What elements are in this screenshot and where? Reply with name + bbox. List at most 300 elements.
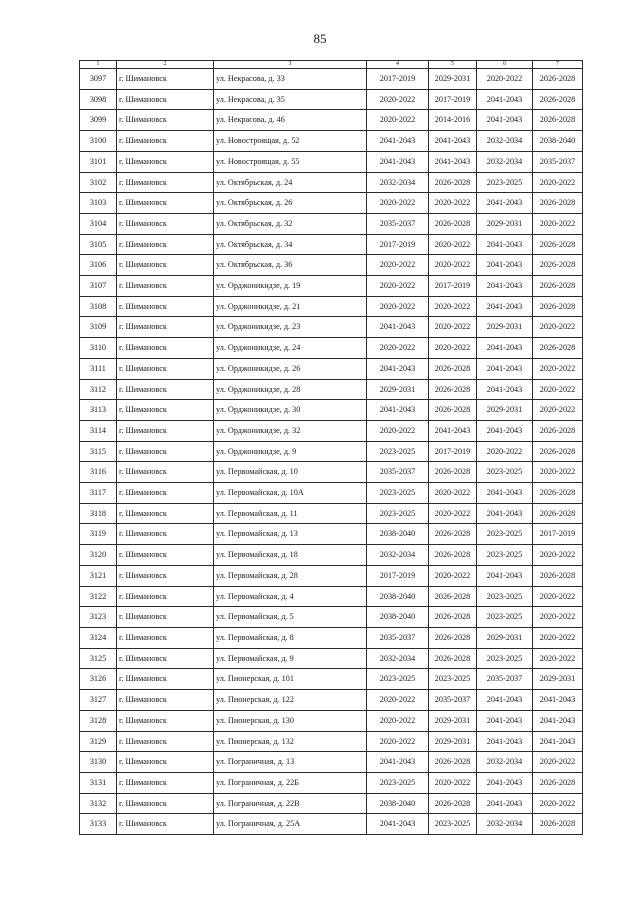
period-cell: 2029-2031 bbox=[429, 731, 477, 752]
period-cell: 2020-2022 bbox=[367, 690, 429, 711]
period-cell: 2020-2022 bbox=[533, 627, 583, 648]
table-row bbox=[80, 213, 583, 234]
row-number: 3113 bbox=[80, 400, 117, 421]
period-cell: 2026-2028 bbox=[533, 772, 583, 793]
city-name: г. Шимановск bbox=[117, 89, 214, 110]
table-row bbox=[80, 151, 583, 172]
period-cell: 2041-2043 bbox=[367, 814, 429, 835]
period-cell: 2041-2043 bbox=[533, 710, 583, 731]
city-name: г. Шимановск bbox=[117, 255, 214, 276]
street-address: ул. Некрасова, д. 35 bbox=[214, 89, 367, 110]
city-name: г. Шимановск bbox=[117, 710, 214, 731]
row-number: 3105 bbox=[80, 234, 117, 255]
city-name: г. Шимановск bbox=[117, 338, 214, 359]
period-cell: 2041-2043 bbox=[477, 793, 533, 814]
city-name: г. Шимановск bbox=[117, 296, 214, 317]
row-number: 3101 bbox=[80, 151, 117, 172]
row-number: 3127 bbox=[80, 690, 117, 711]
street-address: ул. Первомайская, д. 5 bbox=[214, 607, 367, 628]
row-number: 3104 bbox=[80, 213, 117, 234]
city-name: г. Шимановск bbox=[117, 648, 214, 669]
column-number: 1 bbox=[80, 61, 117, 69]
period-cell: 2023-2025 bbox=[477, 648, 533, 669]
period-cell: 2038-2040 bbox=[533, 131, 583, 152]
period-cell: 2038-2040 bbox=[367, 607, 429, 628]
period-cell: 2041-2043 bbox=[477, 276, 533, 297]
period-cell: 2020-2022 bbox=[533, 648, 583, 669]
period-cell: 2020-2022 bbox=[533, 586, 583, 607]
street-address: ул. Пионерская, д. 132 bbox=[214, 731, 367, 752]
row-number: 3107 bbox=[80, 276, 117, 297]
period-cell: 2020-2022 bbox=[367, 338, 429, 359]
table-row bbox=[80, 276, 583, 297]
street-address: ул. Первомайская, д. 11 bbox=[214, 503, 367, 524]
table-row bbox=[80, 462, 583, 483]
period-cell: 2035-2037 bbox=[367, 462, 429, 483]
period-cell: 2023-2025 bbox=[367, 503, 429, 524]
street-address: ул. Первомайская, д. 13 bbox=[214, 524, 367, 545]
table-row bbox=[80, 752, 583, 773]
column-number-row bbox=[80, 61, 583, 69]
row-number: 3110 bbox=[80, 338, 117, 359]
period-cell: 2032-2034 bbox=[477, 814, 533, 835]
period-cell: 2017-2019 bbox=[429, 89, 477, 110]
period-cell: 2041-2043 bbox=[429, 131, 477, 152]
column-number: 4 bbox=[367, 61, 429, 69]
period-cell: 2029-2031 bbox=[477, 317, 533, 338]
street-address: ул. Новостроящая, д. 52 bbox=[214, 131, 367, 152]
table-row bbox=[80, 607, 583, 628]
period-cell: 2041-2043 bbox=[477, 379, 533, 400]
period-cell: 2041-2043 bbox=[367, 752, 429, 773]
row-number: 3122 bbox=[80, 586, 117, 607]
table-row bbox=[80, 193, 583, 214]
row-number: 3115 bbox=[80, 441, 117, 462]
period-cell: 2035-2037 bbox=[477, 669, 533, 690]
street-address: ул. Октябрьская, д. 24 bbox=[214, 172, 367, 193]
period-cell: 2023-2025 bbox=[429, 814, 477, 835]
city-name: г. Шимановск bbox=[117, 420, 214, 441]
period-cell: 2017-2019 bbox=[367, 234, 429, 255]
period-cell: 2026-2028 bbox=[533, 255, 583, 276]
column-number: 5 bbox=[429, 61, 477, 69]
row-number: 3123 bbox=[80, 607, 117, 628]
period-cell: 2020-2022 bbox=[429, 255, 477, 276]
table-row bbox=[80, 710, 583, 731]
period-cell: 2035-2037 bbox=[533, 151, 583, 172]
city-name: г. Шимановск bbox=[117, 669, 214, 690]
city-name: г. Шимановск bbox=[117, 483, 214, 504]
period-cell: 2026-2028 bbox=[533, 338, 583, 359]
period-cell: 2023-2025 bbox=[477, 524, 533, 545]
period-cell: 2026-2028 bbox=[429, 379, 477, 400]
period-cell: 2026-2028 bbox=[429, 607, 477, 628]
city-name: г. Шимановск bbox=[117, 234, 214, 255]
period-cell: 2020-2022 bbox=[429, 338, 477, 359]
row-number: 3108 bbox=[80, 296, 117, 317]
period-cell: 2023-2025 bbox=[477, 545, 533, 566]
period-cell: 2026-2028 bbox=[533, 234, 583, 255]
city-name: г. Шимановск bbox=[117, 462, 214, 483]
period-cell: 2026-2028 bbox=[429, 358, 477, 379]
city-name: г. Шимановск bbox=[117, 690, 214, 711]
row-number: 3099 bbox=[80, 110, 117, 131]
table-header bbox=[80, 61, 583, 69]
row-number: 3117 bbox=[80, 483, 117, 504]
row-number: 3114 bbox=[80, 420, 117, 441]
city-name: г. Шимановск bbox=[117, 524, 214, 545]
period-cell: 2035-2037 bbox=[429, 690, 477, 711]
period-cell: 2020-2022 bbox=[367, 296, 429, 317]
row-number: 3130 bbox=[80, 752, 117, 773]
street-address: ул. Пограничная, д. 22В bbox=[214, 793, 367, 814]
period-cell: 2029-2031 bbox=[533, 669, 583, 690]
row-number: 3100 bbox=[80, 131, 117, 152]
period-cell: 2026-2028 bbox=[533, 483, 583, 504]
period-cell: 2020-2022 bbox=[533, 317, 583, 338]
table-row bbox=[80, 400, 583, 421]
period-cell: 2020-2022 bbox=[367, 710, 429, 731]
row-number: 3120 bbox=[80, 545, 117, 566]
table-row bbox=[80, 317, 583, 338]
period-cell: 2014-2016 bbox=[429, 110, 477, 131]
period-cell: 2032-2034 bbox=[367, 545, 429, 566]
period-cell: 2032-2034 bbox=[477, 151, 533, 172]
city-name: г. Шимановск bbox=[117, 441, 214, 462]
table-row bbox=[80, 690, 583, 711]
period-cell: 2041-2043 bbox=[477, 420, 533, 441]
street-address: ул. Орджоникидзе, д. 28 bbox=[214, 379, 367, 400]
period-cell: 2023-2025 bbox=[367, 483, 429, 504]
row-number: 3098 bbox=[80, 89, 117, 110]
table-row bbox=[80, 545, 583, 566]
period-cell: 2041-2043 bbox=[477, 296, 533, 317]
period-cell: 2035-2037 bbox=[367, 213, 429, 234]
table-row bbox=[80, 131, 583, 152]
city-name: г. Шимановск bbox=[117, 276, 214, 297]
table-row bbox=[80, 648, 583, 669]
period-cell: 2020-2022 bbox=[367, 731, 429, 752]
table-row bbox=[80, 814, 583, 835]
period-cell: 2038-2040 bbox=[367, 793, 429, 814]
street-address: ул. Пограничная, д. 22Б bbox=[214, 772, 367, 793]
period-cell: 2017-2019 bbox=[533, 524, 583, 545]
table-row bbox=[80, 731, 583, 752]
street-address: ул. Пионерская, д. 101 bbox=[214, 669, 367, 690]
table-row bbox=[80, 255, 583, 276]
period-cell: 2029-2031 bbox=[477, 627, 533, 648]
street-address: ул. Орджоникидзе, д. 30 bbox=[214, 400, 367, 421]
period-cell: 2038-2040 bbox=[367, 586, 429, 607]
column-number: 6 bbox=[477, 61, 533, 69]
street-address: ул. Новостроящая, д. 55 bbox=[214, 151, 367, 172]
period-cell: 2026-2028 bbox=[429, 627, 477, 648]
period-cell: 2023-2025 bbox=[367, 441, 429, 462]
street-address: ул. Первомайская, д. 18 bbox=[214, 545, 367, 566]
period-cell: 2026-2028 bbox=[429, 793, 477, 814]
period-cell: 2020-2022 bbox=[533, 752, 583, 773]
period-cell: 2032-2034 bbox=[477, 752, 533, 773]
period-cell: 2041-2043 bbox=[429, 420, 477, 441]
period-cell: 2023-2025 bbox=[477, 607, 533, 628]
city-name: г. Шимановск bbox=[117, 565, 214, 586]
period-cell: 2020-2022 bbox=[367, 255, 429, 276]
table-row bbox=[80, 296, 583, 317]
street-address: ул. Первомайская, д. 8 bbox=[214, 627, 367, 648]
period-cell: 2020-2022 bbox=[429, 193, 477, 214]
street-address: ул. Первомайская, д. 10 bbox=[214, 462, 367, 483]
period-cell: 2041-2043 bbox=[533, 690, 583, 711]
street-address: ул. Пионерская, д. 130 bbox=[214, 710, 367, 731]
period-cell: 2026-2028 bbox=[429, 648, 477, 669]
table-row bbox=[80, 110, 583, 131]
period-cell: 2038-2040 bbox=[367, 524, 429, 545]
period-cell: 2041-2043 bbox=[477, 690, 533, 711]
row-number: 3103 bbox=[80, 193, 117, 214]
row-number: 3106 bbox=[80, 255, 117, 276]
city-name: г. Шимановск bbox=[117, 772, 214, 793]
table-row bbox=[80, 627, 583, 648]
street-address: ул. Первомайская, д. 9 bbox=[214, 648, 367, 669]
period-cell: 2029-2031 bbox=[367, 379, 429, 400]
city-name: г. Шимановск bbox=[117, 752, 214, 773]
period-cell: 2041-2043 bbox=[477, 772, 533, 793]
period-cell: 2020-2022 bbox=[477, 441, 533, 462]
period-cell: 2041-2043 bbox=[367, 317, 429, 338]
period-cell: 2035-2037 bbox=[367, 627, 429, 648]
period-cell: 2026-2028 bbox=[533, 296, 583, 317]
period-cell: 2020-2022 bbox=[367, 276, 429, 297]
column-number: 2 bbox=[117, 61, 214, 69]
street-address: ул. Пионерская, д. 122 bbox=[214, 690, 367, 711]
street-address: ул. Орджоникидзе, д. 19 bbox=[214, 276, 367, 297]
city-name: г. Шимановск bbox=[117, 586, 214, 607]
period-cell: 2020-2022 bbox=[367, 89, 429, 110]
street-address: ул. Орджоникидзе, д. 23 bbox=[214, 317, 367, 338]
period-cell: 2023-2025 bbox=[477, 462, 533, 483]
street-address: ул. Орджоникидзе, д. 24 bbox=[214, 338, 367, 359]
row-number: 3132 bbox=[80, 793, 117, 814]
period-cell: 2020-2022 bbox=[429, 317, 477, 338]
table-row bbox=[80, 586, 583, 607]
column-number: 7 bbox=[533, 61, 583, 69]
period-cell: 2020-2022 bbox=[533, 358, 583, 379]
city-name: г. Шимановск bbox=[117, 379, 214, 400]
row-number: 3131 bbox=[80, 772, 117, 793]
table-row bbox=[80, 234, 583, 255]
table-row bbox=[80, 669, 583, 690]
street-address: ул. Орджоникидзе, д. 32 bbox=[214, 420, 367, 441]
row-number: 3126 bbox=[80, 669, 117, 690]
period-cell: 2041-2043 bbox=[367, 131, 429, 152]
table-row bbox=[80, 69, 583, 90]
period-cell: 2041-2043 bbox=[477, 731, 533, 752]
page-number: 85 bbox=[313, 31, 327, 46]
table-row bbox=[80, 379, 583, 400]
row-number: 3097 bbox=[80, 69, 117, 90]
table-row bbox=[80, 772, 583, 793]
city-name: г. Шимановск bbox=[117, 151, 214, 172]
period-cell: 2017-2019 bbox=[429, 441, 477, 462]
period-cell: 2020-2022 bbox=[533, 172, 583, 193]
row-number: 3129 bbox=[80, 731, 117, 752]
period-cell: 2020-2022 bbox=[533, 400, 583, 421]
city-name: г. Шимановск bbox=[117, 607, 214, 628]
table-row bbox=[80, 89, 583, 110]
period-cell: 2020-2022 bbox=[533, 793, 583, 814]
period-cell: 2017-2019 bbox=[367, 69, 429, 90]
row-number: 3118 bbox=[80, 503, 117, 524]
row-number: 3133 bbox=[80, 814, 117, 835]
period-cell: 2026-2028 bbox=[429, 213, 477, 234]
city-name: г. Шимановск bbox=[117, 627, 214, 648]
period-cell: 2026-2028 bbox=[429, 172, 477, 193]
period-cell: 2026-2028 bbox=[533, 69, 583, 90]
period-cell: 2041-2043 bbox=[477, 234, 533, 255]
city-name: г. Шимановск bbox=[117, 213, 214, 234]
table-row bbox=[80, 441, 583, 462]
period-cell: 2029-2031 bbox=[477, 400, 533, 421]
period-cell: 2026-2028 bbox=[429, 545, 477, 566]
period-cell: 2020-2022 bbox=[367, 420, 429, 441]
period-cell: 2020-2022 bbox=[429, 483, 477, 504]
period-cell: 2029-2031 bbox=[477, 213, 533, 234]
street-address: ул. Некрасова, д. 33 bbox=[214, 69, 367, 90]
period-cell: 2020-2022 bbox=[533, 607, 583, 628]
street-address: ул. Пограничная, д. 25А bbox=[214, 814, 367, 835]
period-cell: 2020-2022 bbox=[429, 772, 477, 793]
table-row bbox=[80, 793, 583, 814]
period-cell: 2020-2022 bbox=[533, 379, 583, 400]
period-cell: 2032-2034 bbox=[367, 172, 429, 193]
row-number: 3119 bbox=[80, 524, 117, 545]
table-row bbox=[80, 503, 583, 524]
row-number: 3112 bbox=[80, 379, 117, 400]
period-cell: 2041-2043 bbox=[477, 503, 533, 524]
period-cell: 2023-2025 bbox=[477, 172, 533, 193]
row-number: 3109 bbox=[80, 317, 117, 338]
period-cell: 2026-2028 bbox=[533, 89, 583, 110]
street-address: ул. Орджоникидзе, д. 9 bbox=[214, 441, 367, 462]
period-cell: 2041-2043 bbox=[477, 193, 533, 214]
city-name: г. Шимановск bbox=[117, 69, 214, 90]
table-row bbox=[80, 172, 583, 193]
period-cell: 2017-2019 bbox=[367, 565, 429, 586]
period-cell: 2026-2028 bbox=[429, 400, 477, 421]
period-cell: 2041-2043 bbox=[477, 338, 533, 359]
period-cell: 2020-2022 bbox=[533, 213, 583, 234]
period-cell: 2020-2022 bbox=[429, 296, 477, 317]
street-address: ул. Октябрьская, д. 32 bbox=[214, 213, 367, 234]
period-cell: 2026-2028 bbox=[533, 503, 583, 524]
row-number: 3124 bbox=[80, 627, 117, 648]
period-cell: 2029-2031 bbox=[429, 710, 477, 731]
city-name: г. Шимановск bbox=[117, 503, 214, 524]
period-cell: 2023-2025 bbox=[477, 586, 533, 607]
street-address: ул. Октябрьская, д. 34 bbox=[214, 234, 367, 255]
city-name: г. Шимановск bbox=[117, 193, 214, 214]
city-name: г. Шимановск bbox=[117, 793, 214, 814]
row-number: 3128 bbox=[80, 710, 117, 731]
city-name: г. Шимановск bbox=[117, 814, 214, 835]
period-cell: 2041-2043 bbox=[367, 151, 429, 172]
row-number: 3121 bbox=[80, 565, 117, 586]
city-name: г. Шимановск bbox=[117, 358, 214, 379]
table-row bbox=[80, 565, 583, 586]
period-cell: 2041-2043 bbox=[477, 255, 533, 276]
table-body bbox=[80, 69, 583, 835]
period-cell: 2023-2025 bbox=[429, 669, 477, 690]
row-number: 3102 bbox=[80, 172, 117, 193]
city-name: г. Шимановск bbox=[117, 545, 214, 566]
street-address: ул. Первомайская, д. 4 bbox=[214, 586, 367, 607]
period-cell: 2041-2043 bbox=[477, 89, 533, 110]
period-cell: 2020-2022 bbox=[367, 110, 429, 131]
period-cell: 2041-2043 bbox=[477, 565, 533, 586]
housing-registry-table bbox=[79, 60, 583, 835]
period-cell: 2020-2022 bbox=[533, 462, 583, 483]
city-name: г. Шимановск bbox=[117, 400, 214, 421]
city-name: г. Шимановск bbox=[117, 172, 214, 193]
period-cell: 2026-2028 bbox=[533, 193, 583, 214]
row-number: 3116 bbox=[80, 462, 117, 483]
street-address: ул. Октябрьская, д. 26 bbox=[214, 193, 367, 214]
city-name: г. Шимановск bbox=[117, 131, 214, 152]
street-address: ул. Орджоникидзе, д. 26 bbox=[214, 358, 367, 379]
street-address: ул. Некрасова, д. 46 bbox=[214, 110, 367, 131]
period-cell: 2041-2043 bbox=[429, 151, 477, 172]
column-number: 3 bbox=[214, 61, 367, 69]
city-name: г. Шимановск bbox=[117, 110, 214, 131]
period-cell: 2041-2043 bbox=[477, 358, 533, 379]
period-cell: 2026-2028 bbox=[429, 462, 477, 483]
period-cell: 2026-2028 bbox=[533, 110, 583, 131]
period-cell: 2029-2031 bbox=[429, 69, 477, 90]
period-cell: 2020-2022 bbox=[477, 69, 533, 90]
period-cell: 2041-2043 bbox=[477, 483, 533, 504]
period-cell: 2020-2022 bbox=[429, 234, 477, 255]
period-cell: 2041-2043 bbox=[367, 358, 429, 379]
table-row bbox=[80, 338, 583, 359]
period-cell: 2026-2028 bbox=[429, 524, 477, 545]
period-cell: 2026-2028 bbox=[533, 420, 583, 441]
period-cell: 2020-2022 bbox=[367, 193, 429, 214]
period-cell: 2026-2028 bbox=[429, 752, 477, 773]
street-address: ул. Первомайская, д. 10А bbox=[214, 483, 367, 504]
period-cell: 2032-2034 bbox=[477, 131, 533, 152]
period-cell: 2017-2019 bbox=[429, 276, 477, 297]
street-address: ул. Октябрьская, д. 36 bbox=[214, 255, 367, 276]
row-number: 3125 bbox=[80, 648, 117, 669]
period-cell: 2023-2025 bbox=[367, 669, 429, 690]
city-name: г. Шимановск bbox=[117, 317, 214, 338]
table-row bbox=[80, 483, 583, 504]
row-number: 3111 bbox=[80, 358, 117, 379]
period-cell: 2041-2043 bbox=[477, 710, 533, 731]
period-cell: 2026-2028 bbox=[533, 814, 583, 835]
period-cell: 2026-2028 bbox=[533, 565, 583, 586]
period-cell: 2020-2022 bbox=[429, 503, 477, 524]
period-cell: 2041-2043 bbox=[367, 400, 429, 421]
period-cell: 2026-2028 bbox=[533, 276, 583, 297]
period-cell: 2020-2022 bbox=[429, 565, 477, 586]
period-cell: 2026-2028 bbox=[533, 441, 583, 462]
street-address: ул. Пограничная, д. 13 bbox=[214, 752, 367, 773]
street-address: ул. Первомайская, д. 28 bbox=[214, 565, 367, 586]
period-cell: 2032-2034 bbox=[367, 648, 429, 669]
table-row bbox=[80, 420, 583, 441]
table-row bbox=[80, 524, 583, 545]
